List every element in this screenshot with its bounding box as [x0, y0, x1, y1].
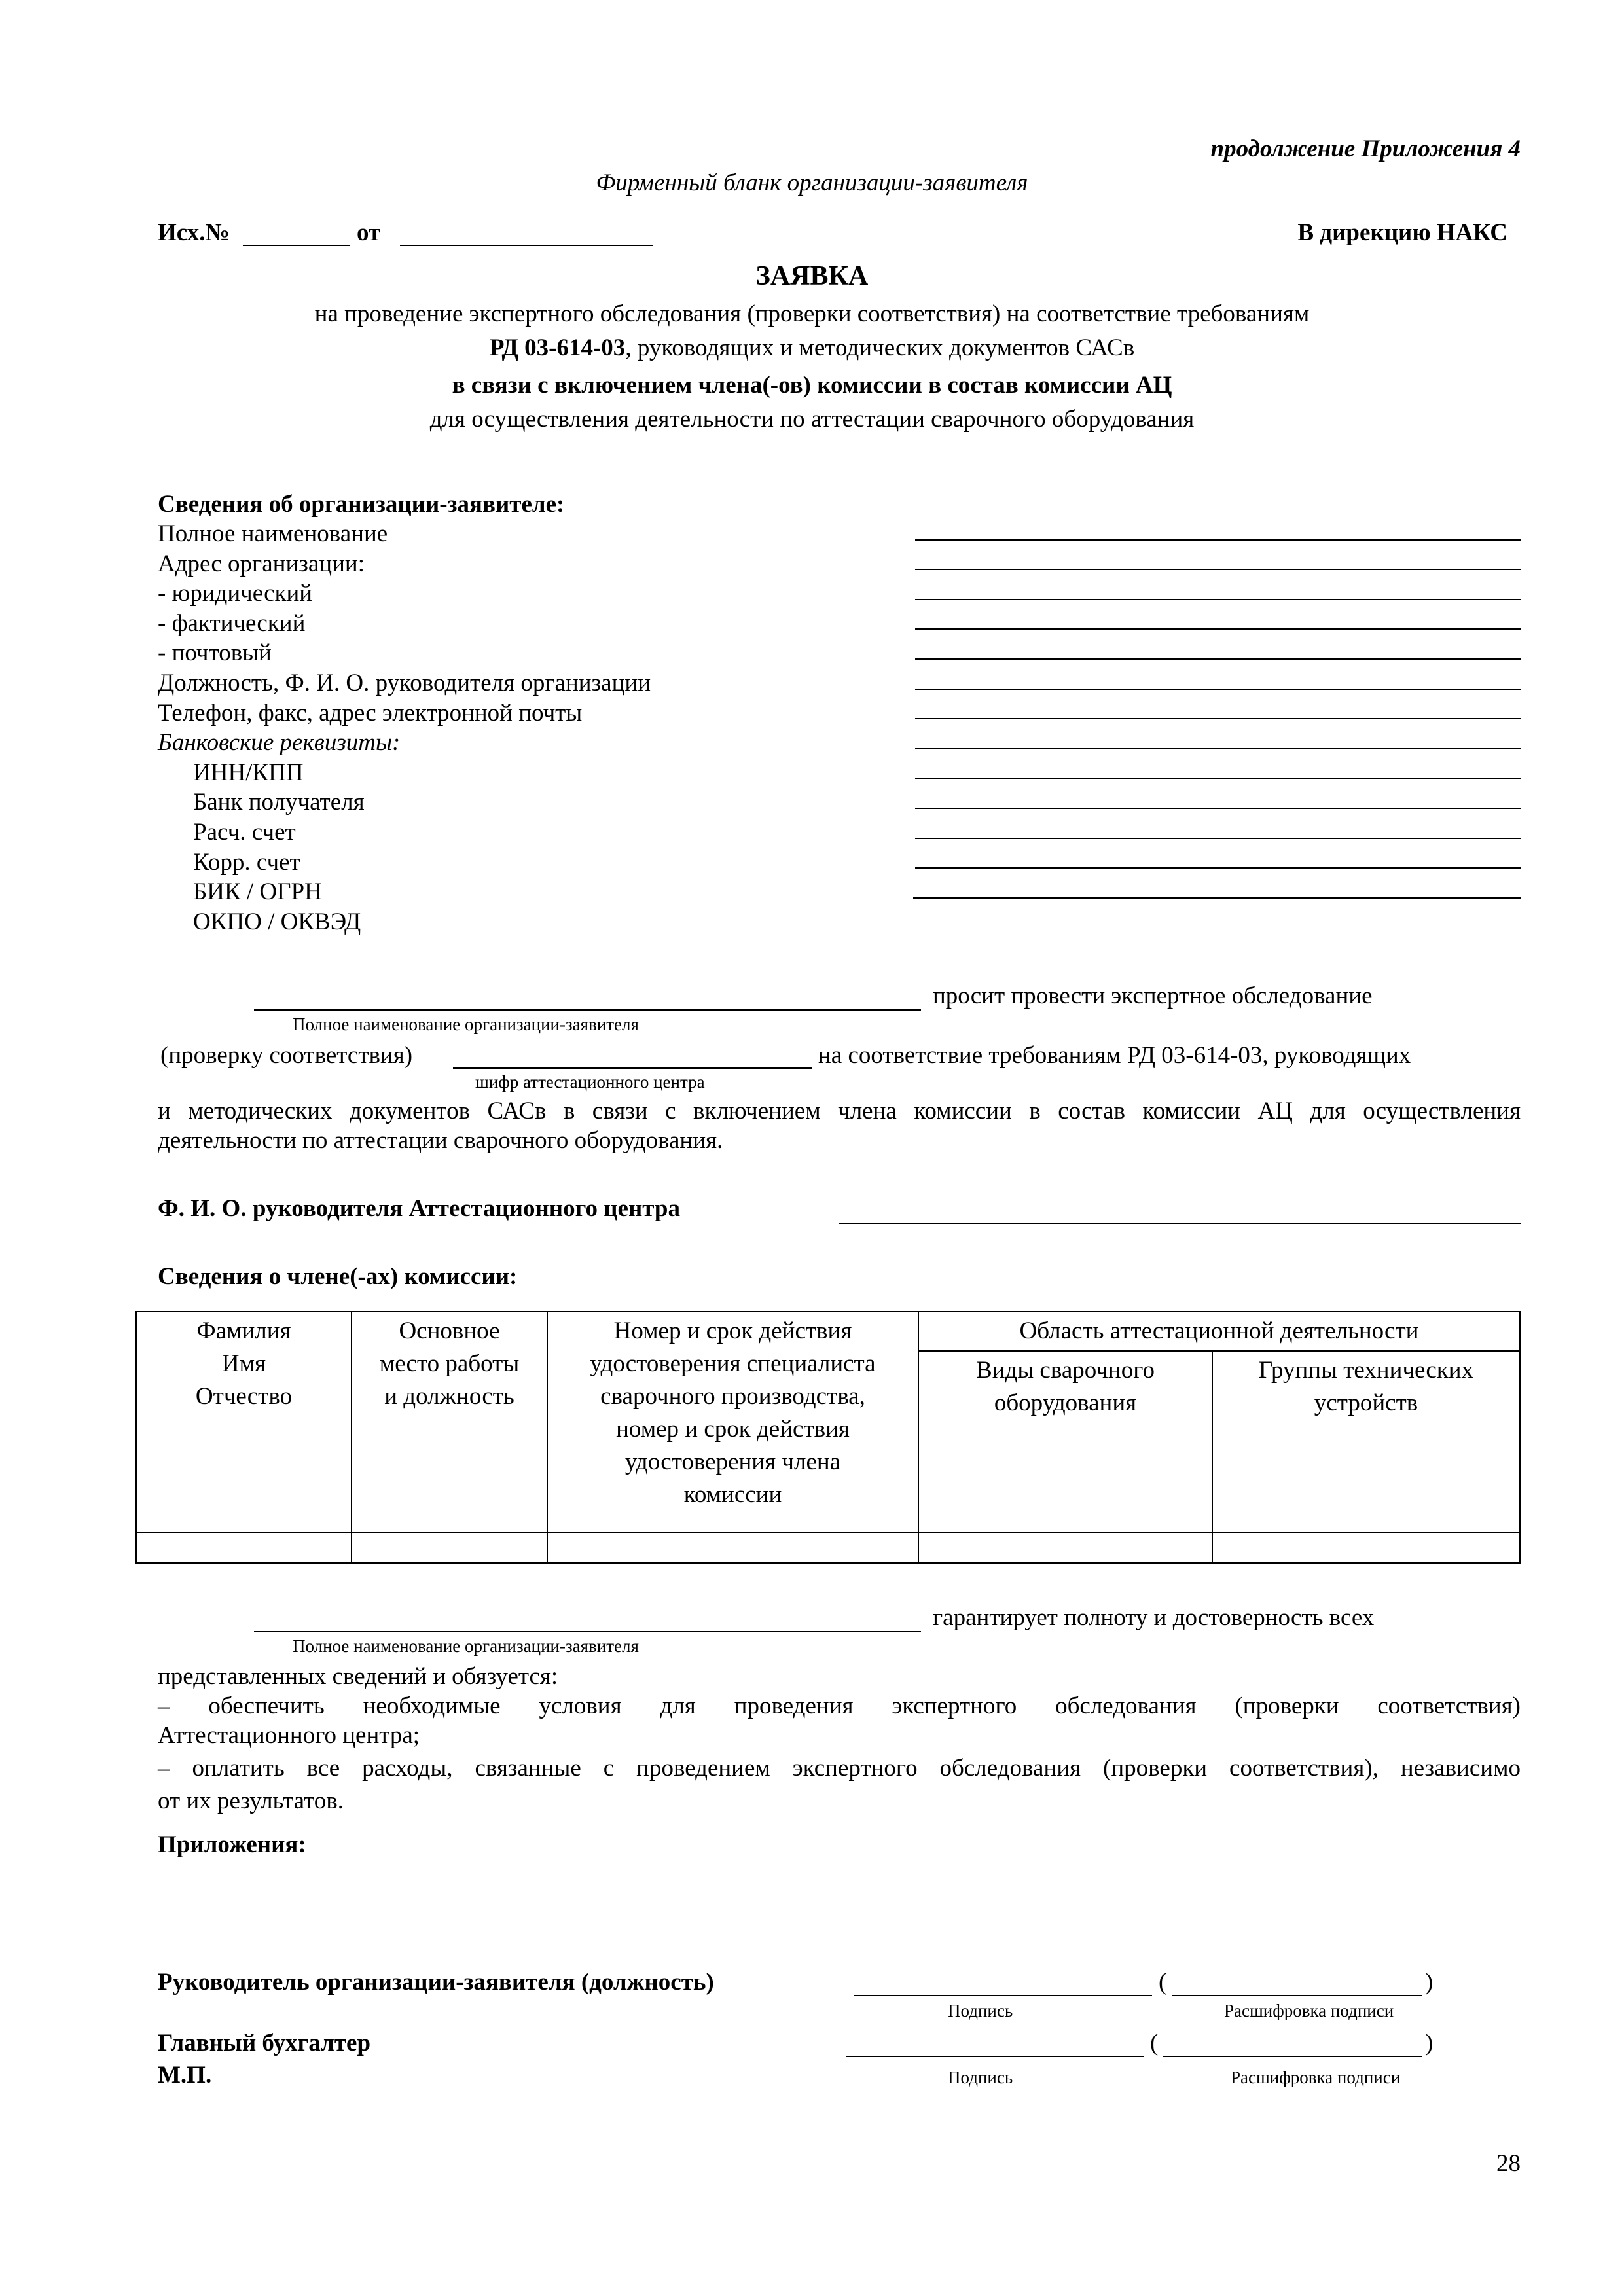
head-signature-field[interactable]	[854, 1995, 1152, 1996]
accountant-signature-label: Главный бухгалтер	[158, 2030, 371, 2056]
guarantor-name-field[interactable]	[254, 1631, 921, 1632]
bank-field-label: Расч. счет	[193, 819, 296, 846]
head-name-field[interactable]	[1172, 1995, 1422, 1996]
guarantee-text: гарантирует полноту и достоверность всех	[933, 1604, 1375, 1631]
org-field-label: - почтовый	[158, 639, 272, 667]
header-full-name: Фамилия Имя Отчество	[136, 1312, 352, 1532]
org-field-label: - юридический	[158, 580, 313, 607]
guarantee-line-2: – обеспечить необходимые условия для проведения экспертного обследования (проверки соответствия)	[158, 1693, 1521, 1719]
signature-caption: Подпись	[948, 2068, 1013, 2087]
org-field-input[interactable]	[915, 718, 1521, 719]
guarantee-line-5: от их результатов.	[158, 1787, 344, 1814]
document-title: ЗАЯВКА	[755, 261, 869, 291]
members-table	[135, 1311, 1521, 1564]
date-field[interactable]	[400, 245, 653, 246]
guarantee-line-1: представленных сведений и обязуется:	[158, 1663, 558, 1690]
request-text: просит провести экспертное обследование	[933, 982, 1373, 1009]
center-head-label: Ф. И. О. руководителя Аттестационного центра	[158, 1195, 680, 1222]
bank-field-label: БИК / ОГРН	[193, 878, 322, 906]
org-field-input[interactable]	[915, 778, 1521, 779]
title-line-4: для осуществления деятельности по аттестации сварочного оборудования	[429, 406, 1195, 433]
center-code-caption: шифр аттестационного центра	[475, 1072, 705, 1092]
org-field-input[interactable]	[915, 658, 1521, 660]
letterhead-note: Фирменный бланк организации-заявителя	[596, 170, 1028, 196]
org-field-input[interactable]	[915, 838, 1521, 839]
decode-caption: Расшифровка подписи	[1224, 2001, 1394, 2020]
head-signature-label: Руководитель организации-заявителя (должность)	[158, 1969, 714, 1996]
request-line-3: и методических документов САСв в связи с включением члена комиссии в состав комиссии АЦ для осуществления	[158, 1098, 1521, 1124]
outgoing-number-label: Исх.№	[158, 219, 230, 246]
title-line-2	[0, 334, 1624, 363]
members-heading: Сведения о члене(-ах) комиссии:	[158, 1263, 518, 1290]
header-equipment-types: Виды сварочного оборудования	[918, 1351, 1212, 1532]
decode-caption: Расшифровка подписи	[1231, 2068, 1401, 2087]
stamp-label: М.П.	[158, 2062, 212, 2089]
org-field-label: Должность, Ф. И. О. руководителя организации	[158, 670, 651, 696]
header-attestation-area: Область аттестационной деятельности	[918, 1312, 1520, 1351]
continuation-note: продолжение Приложения 4	[1210, 135, 1521, 162]
outgoing-number-field[interactable]	[243, 245, 350, 246]
attachments-heading: Приложения:	[158, 1831, 306, 1858]
org-field-input[interactable]	[915, 689, 1521, 690]
header-workplace: Основное место работы и должность	[352, 1312, 547, 1532]
org-field-input[interactable]	[915, 569, 1521, 570]
bank-field-label: ОКПО / ОКВЭД	[193, 908, 361, 935]
table-cell[interactable]	[918, 1532, 1212, 1563]
accountant-name-field[interactable]	[1163, 2056, 1422, 2057]
org-field-label: Полное наименование	[158, 520, 388, 547]
center-code-field[interactable]	[453, 1067, 812, 1069]
signature-caption: Подпись	[948, 2001, 1013, 2020]
org-field-input[interactable]	[915, 867, 1521, 869]
date-label: от	[357, 219, 381, 246]
accountant-signature-field[interactable]	[846, 2056, 1144, 2057]
paren-open: (	[1159, 1969, 1167, 1996]
guarantor-caption: Полное наименование организации-заявителя	[293, 1636, 639, 1656]
org-field-input[interactable]	[915, 628, 1521, 630]
compliance-text: на соответствие требованиям РД 03-614-03, руководящих	[818, 1042, 1411, 1069]
org-name-caption: Полное наименование организации-заявителя	[293, 1014, 639, 1034]
org-field-label: Адрес организации:	[158, 550, 365, 577]
addressee: В дирекцию НАКС	[1297, 219, 1507, 246]
bank-field-label: Корр. счет	[193, 848, 300, 876]
org-field-label: - фактический	[158, 609, 306, 637]
header-device-groups: Группы технических устройств	[1212, 1351, 1520, 1532]
org-info-heading: Сведения об организации-заявителе:	[158, 491, 565, 518]
page-number: 28	[1496, 2150, 1521, 2177]
bank-heading: Банковские реквизиты:	[158, 729, 401, 757]
org-field-input[interactable]	[913, 897, 1521, 899]
center-head-field[interactable]	[839, 1223, 1521, 1224]
org-name-field[interactable]	[254, 1009, 921, 1011]
regulation-code: РД 03-614-03	[489, 334, 626, 361]
paren-open: (	[1150, 2030, 1159, 2056]
bank-field-label: Банк получателя	[193, 789, 365, 816]
title-line-3: в связи с включением члена(-ов) комиссии в состав комиссии АЦ	[452, 372, 1172, 399]
table-cell[interactable]	[352, 1532, 547, 1563]
guarantee-line-3: Аттестационного центра;	[158, 1722, 420, 1749]
org-field-input[interactable]	[915, 539, 1521, 541]
org-field-input[interactable]	[915, 808, 1521, 809]
title-line-2-rest: , руководящих и методических документов САСв	[625, 334, 1135, 361]
org-field-input[interactable]	[915, 599, 1521, 600]
org-field-input[interactable]	[915, 748, 1521, 749]
bank-field-label: ИНН/КПП	[193, 759, 304, 786]
check-text: (проверку соответствия)	[160, 1042, 413, 1069]
title-line-1: на проведение экспертного обследования (проверки соответствия) на соответствие требованиям	[314, 300, 1310, 327]
paren-close: )	[1425, 1969, 1434, 1996]
header-certificate: Номер и срок действия удостоверения специалиста сварочного производства, номер и срок действия удостоверения члена комиссии	[547, 1312, 918, 1532]
org-field-label: Телефон, факс, адрес электронной почты	[158, 699, 583, 726]
table-cell[interactable]	[136, 1532, 352, 1563]
paren-close: )	[1425, 2030, 1434, 2056]
table-cell[interactable]	[547, 1532, 918, 1563]
guarantee-line-4: – оплатить все расходы, связанные с проведением экспертного обследования (проверки соответствия), независимо	[158, 1755, 1521, 1782]
request-line-4: деятельности по аттестации сварочного оборудования.	[158, 1127, 723, 1154]
table-cell[interactable]	[1212, 1532, 1520, 1563]
